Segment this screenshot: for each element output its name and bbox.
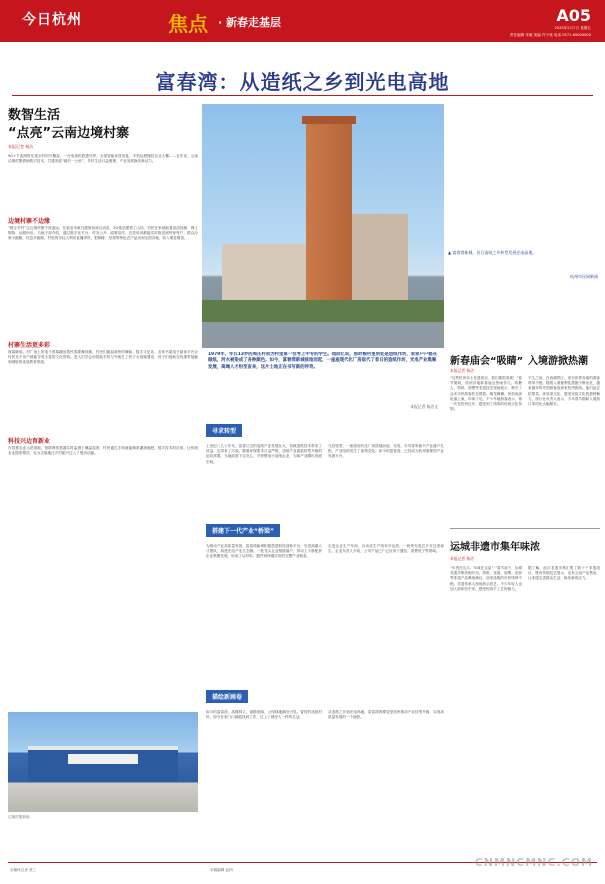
section-b-tag: 搭建下一代产业“桥梁”: [206, 524, 280, 537]
right-article-2-title: 入境游掀热潮: [528, 356, 588, 367]
left-article: [8, 104, 198, 824]
village-sign-shape: [68, 754, 138, 764]
masthead-date: 2025年2月7日 星期五: [554, 26, 591, 30]
right-article-1-title: 新春庙会“吸睛”: [450, 356, 524, 367]
center-body-c2: 从造纸之乡到光电高地，富春湾的蝶变是杭州推动产业转型升级、实现高质量发展的一个缩影。: [328, 710, 444, 720]
center-body-a1: 上世纪八九十年代，富春江边的造纸产业发展壮大，机械造纸技术带来了效益，也带来了污染。随着环保要求日益严格，造纸产业面临转型升级的迫切需要。当地政府下定决心，关停整治小造纸企业，为新产业腾出发展空间。: [206, 444, 322, 464]
section-label: 焦点: [168, 12, 208, 36]
trees-shape: [202, 300, 444, 322]
village-building-shape: [28, 746, 178, 782]
left-byline: 本报记者 杨洁: [8, 144, 34, 149]
right-article-3-body2: 据了解，此次非遗市集汇集了数十个非遗项目，既有传统技艺展示，也有文创产品售卖，让非遗走进群众生活，焕发新的活力。: [528, 566, 600, 581]
right-article-1-byline: 本报记者 杨洁: [450, 368, 474, 373]
photo-caption: ▲ 富春湾新城，昔日造纸之乡转型发展光电高地。: [448, 250, 537, 255]
mid-building-shape: [352, 214, 408, 310]
center-body-c1: 如今的富春湾，高楼林立，道路宽阔，公园绿地随处可见。曾经的造纸村民，如今在家门口就能找到工作，过上了城里人一样的生活。: [206, 710, 322, 720]
headline-divider: [12, 95, 593, 96]
masthead: [0, 0, 605, 42]
newspaper-logo: 今日杭州: [22, 12, 82, 28]
center-body-a2: 几经转型，一座座现代化厂房拔地而起，光电、半导体等新兴产业落户扎根，产业结构发生了深刻变化。如今的富春湾，已经成为杭州重要的产业发展平台。: [328, 444, 444, 459]
photo-credit: 杭州市民网新闻: [570, 274, 598, 279]
road-shape: [202, 322, 444, 348]
city-photo: [202, 104, 444, 348]
footer-left: 全媒体记者 张三: [10, 868, 37, 872]
summary-text: 1979年，年仅13岁的周庄村成为村里第一位考上中专的学生。他回忆说，那时候村里到处是造纸作坊，家家户户都在做纸，河水被染成了各种颜色。如今，富春湾新城拔地而起，一座座现代化厂房取代了昔日的造纸作坊，光电产业集聚发展，高端人才纷至沓来，这片土地正在书写新的传奇。: [208, 352, 438, 370]
left-body2: 夜幕降临，村广场上的电子屏幕播放着民族歌舞视频，村民们跳起欢快的舞蹈。数字文化站、农家书屋电子阅读平台让村民足不出户就能享受丰富的文化资源。老人们学会用智能手机与外地打工的子女视频通话，孩子们借助在线课堂接触到城里的优质教育资源。: [8, 350, 198, 365]
center-body-b2: 走进企业生产车间，自动化生产线有序运转，一块块光电芯片在这里诞生。企业负责人介绍，公司产品已广泛应用于通信、消费电子等领域。: [328, 544, 444, 554]
left-body1: “数字乡村”让边境村寨不再遥远。在临沧市耿马傣族佤族自治县，5G基站建到了山顶，村民在家就能看高清视频、网上购物、远程问诊。当地干部介绍，通过数字化平台，村务公开、政策宣传、农技培训都能实时推送到每家每户，群众办事少跑腿，信息多跑路。村里的年轻人利用直播带货，把咖啡、坚果等特色农产品卖到全国各地，收入明显增加。: [8, 226, 198, 241]
left-title-line1: 数智生活: [8, 108, 61, 123]
tower-top-shape: [302, 116, 356, 124]
page-code: A05: [556, 6, 591, 25]
right-article-2-body: 不久之前，在西湖景区，来自世界各地的游客络绎不绝。随着入境便利化措施不断优化，越来越多的外国游客选择来杭州旅游。他们品尝杭帮菜，体验茶文化，感受宋韵文化的独特魅力。旅行社负责人表示，今年春节期间入境游订单同比大幅增长。: [528, 376, 600, 407]
left-sub3: 科技兴边育新业: [8, 438, 51, 445]
center-body-b1: 为推动产业高质量发展，富春湾新城积极搭建科技创新平台，引进高端人才团队，构建光电产业生态圈。一批龙头企业相继落户，带动上下游配套企业集聚发展，形成了从材料、器件到终端应用的完整产业链条。: [206, 544, 322, 559]
section-title: · 新春走基层: [218, 16, 282, 29]
site-watermark: CNMNCMNC.COM: [474, 856, 593, 869]
left-sub2: 村寨生活更多彩: [8, 342, 51, 349]
summary-credit: 本报记者 杨洁文: [410, 404, 438, 409]
left-bottom-caption: 边境村寨新貌: [8, 815, 30, 819]
village-photo: [8, 712, 198, 812]
right-divider: [450, 528, 600, 529]
left-body3: 在智慧农业示范基地，物联网传感器实时监测土壤温湿度，村民通过手机就能精准灌溉施肥。数字技术的应用，让传统农业提质增效，也为边境地区乡村振兴注入了强劲动能。: [8, 446, 198, 456]
right-article-3-body: “年货在这买，年味在这品！”春节前夕，运城非遗市集热闹开市。剪纸、花馍、面塑、皮影等非遗产品琳琅满目，前来选购的市民络绎不绝。非遗传承人现场展示技艺，不少年轻人也加入到体验中来，感受传统手工艺的魅力。: [450, 566, 522, 591]
right-article-1-body: “这些杭州本土非遗项目，我们都很喜欢！”春节期间，杭州各地新春庙会热闹非凡。吹糖人、剪纸、面塑等非遗技艺现场展示，吸引了众多市民游客驻足观看。舞龙舞狮、民俗表演轮番上演，年味十足。不少外地游客表示，第一次在杭州过年，感受到了浓浓的传统文化氛围。: [450, 376, 522, 412]
section-c-tag: 描绘新画卷: [206, 690, 248, 703]
main-headline: 富春湾：从造纸之乡到光电高地: [155, 70, 450, 94]
left-title-line2: “点亮”云南边境村寨: [8, 126, 130, 141]
summary-box: [202, 352, 444, 416]
left-sub1: 边境村寨不边缘: [8, 218, 51, 225]
section-a-tag: 寻求转型: [206, 424, 242, 437]
masthead-editor: 责任编辑 朱敏 美编 许子贵 电话 0571-85000000: [509, 33, 591, 37]
tower-shape: [306, 120, 352, 310]
footer-right: 本版编辑 赵四: [210, 868, 233, 872]
right-article-3-byline: 本报记者 杨洁: [450, 556, 474, 561]
left-intro: 5G+千兆网络实现全村信号覆盖，一台电视机联通外界，全屋智能家居设备、手机远程操控农业大棚……近年来，云南边境村寨借助数字技术，打通发展“最后一公里”，乡村生活日益便捷，产业发展焕发新活力。: [8, 154, 198, 164]
right-article-3-title: 运城非遗市集年味浓: [450, 542, 540, 553]
